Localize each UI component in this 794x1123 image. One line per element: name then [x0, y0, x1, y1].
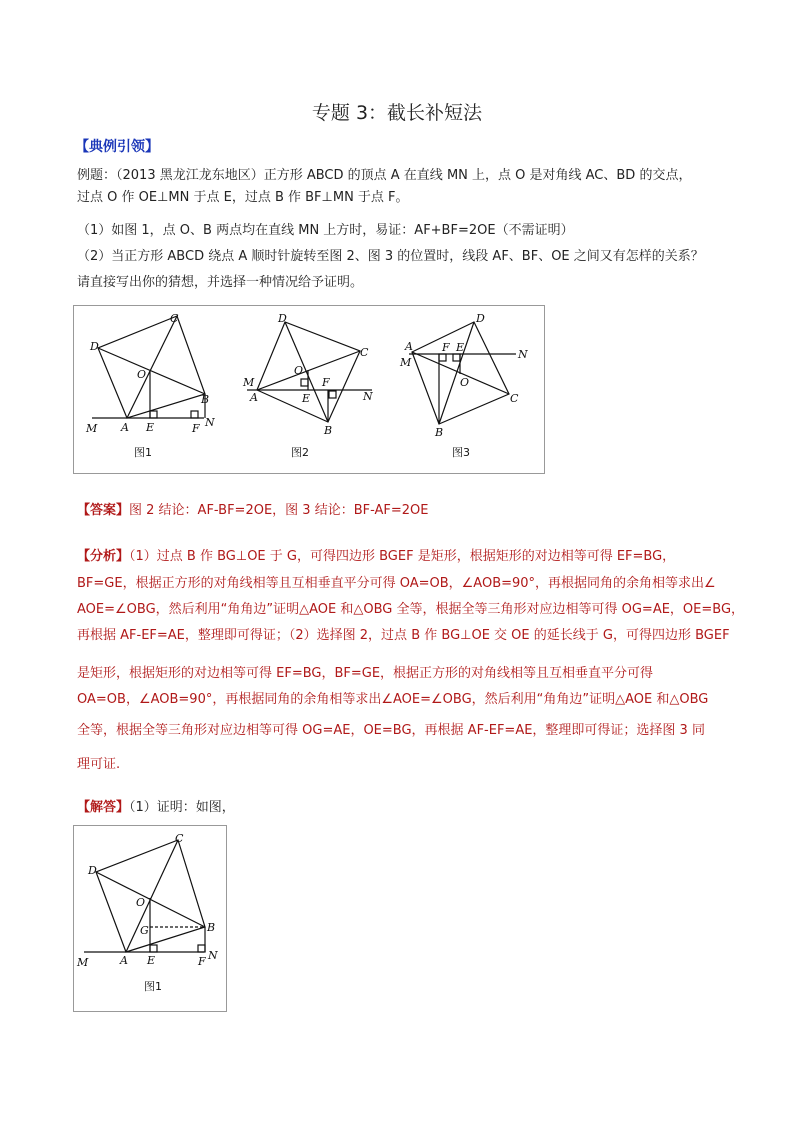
geometry-figure-solution	[74, 826, 226, 1011]
fig1-label-c: C	[170, 312, 179, 325]
solution-text: （1）证明：如图，	[129, 800, 235, 815]
fig1-caption: 图1	[134, 446, 152, 459]
fig2-label-c: C	[360, 346, 369, 359]
answer-label: 【答案】	[77, 503, 130, 518]
sol-label-d: D	[88, 864, 97, 877]
solution-figure-panel	[73, 825, 227, 1012]
sol-label-m: M	[77, 956, 89, 969]
sol-label-e: E	[147, 954, 156, 967]
analysis-line-6: OA=OB，∠AOB=90°，再根据同角的余角相等求出∠AOE=∠OBG，然后利用“角角边”证明△AOE 和△OBG	[77, 692, 709, 707]
fig2-label-e: E	[302, 392, 311, 405]
section-label: 【典例引领】	[75, 139, 159, 155]
analysis-label: 【分析】	[77, 549, 130, 564]
problem-line-1: 例题：（2013 黑龙江龙东地区）正方形 ABCD 的顶点 A 在直线 MN 上，点 O 是对角线 AC、BD 的交点，	[77, 168, 692, 183]
analysis-line-8: 理可证.	[77, 757, 121, 772]
solution-label: 【解答】	[77, 800, 130, 815]
fig2-label-n: N	[363, 390, 373, 403]
fig3-label-c: C	[510, 392, 519, 405]
analysis-line-5: 是矩形，根据矩形的对边相等可得 EF=BG，BF=GE，根据正方形的对角线相等且互相垂直平分可得	[77, 666, 654, 681]
sol-label-f: F	[198, 955, 206, 968]
geometry-figures-1-3	[74, 306, 544, 473]
fig1-label-m: M	[86, 422, 98, 435]
fig2-label-o: O	[294, 364, 304, 377]
analysis-line-7: 全等，根据全等三角形对应边相等可得 OG=AE，OE=BG，再根据 AF-EF=AE，整理即可得证；选择图 3 同	[77, 723, 705, 738]
sol-label-c: C	[175, 832, 184, 845]
fig3-label-e: E	[456, 341, 465, 354]
analysis-line-2: BF=GE，根据正方形的对角线相等且互相垂直平分可得 OA=OB，∠AOB=90°，再根据同角的余角相等求出∠	[77, 576, 716, 591]
fig3-label-d: D	[476, 312, 485, 325]
fig3-caption: 图3	[452, 446, 470, 459]
fig2-label-b: B	[324, 424, 333, 437]
fig2-caption: 图2	[291, 446, 309, 459]
fig1-label-f: F	[192, 422, 200, 435]
answer-text: 图 2 结论：AF-BF=2OE，图 3 结论：BF-AF=2OE	[129, 503, 429, 518]
problem-line-3: （1）如图 1，点 O、B 两点均在直线 MN 上方时，易证：AF+BF=2OE（不需证明）	[77, 223, 574, 238]
fig3-label-f: F	[442, 341, 450, 354]
analysis-text-1: （1）过点 B 作 BG⊥OE 于 G，可得四边形 BGEF 是矩形，根据矩形的对边相等可得 EF=BG，	[129, 549, 676, 564]
problem-line-2: 过点 O 作 OE⊥MN 于点 E，过点 B 作 BF⊥MN 于点 F。	[77, 190, 409, 205]
fig1-label-o: O	[137, 368, 147, 381]
fig1-label-n: N	[205, 416, 215, 429]
fig2-label-f: F	[322, 376, 330, 389]
fig1-label-b: B	[201, 393, 210, 406]
solution-block	[77, 797, 235, 819]
analysis-line-4: 再根据 AF-EF=AE，整理即可得证；（2）选择图 2，过点 B 作 BG⊥OE 交 OE 的延长线于 G，可得四边形 BGEF	[77, 628, 730, 643]
fig1-label-a: A	[121, 421, 129, 434]
analysis-line-1	[77, 546, 675, 568]
page-title: 专题 3：截长补短法	[311, 102, 483, 124]
fig3-label-b: B	[435, 426, 444, 439]
fig2-label-d: D	[278, 312, 287, 325]
fig3-label-a: A	[405, 340, 413, 353]
analysis-line-3: AOE=∠OBG，然后利用“角角边”证明△AOE 和△OBG 全等，根据全等三角形对应边相等可得 OG=AE，OE=BG，	[77, 602, 745, 617]
figures-panel	[73, 305, 545, 474]
fig1-label-d: D	[90, 340, 99, 353]
fig3-label-o: O	[460, 376, 470, 389]
sol-label-b: B	[207, 921, 216, 934]
sol-caption: 图1	[144, 980, 162, 993]
sol-label-o: O	[136, 896, 146, 909]
fig3-label-m: M	[400, 356, 412, 369]
sol-label-a: A	[120, 954, 128, 967]
problem-line-4: （2）当正方形 ABCD 绕点 A 顺时针旋转至图 2、图 3 的位置时，线段 AF、BF、OE 之间又有怎样的关系？	[77, 249, 704, 264]
fig2-label-m: M	[243, 376, 255, 389]
fig2-label-a: A	[250, 391, 258, 404]
sol-label-n: N	[208, 949, 218, 962]
answer-block	[77, 500, 428, 522]
fig1-label-e: E	[146, 421, 155, 434]
problem-line-5: 请直接写出你的猜想，并选择一种情况给予证明。	[77, 275, 364, 290]
fig3-label-n: N	[518, 348, 528, 361]
sol-label-g: G	[140, 924, 149, 937]
